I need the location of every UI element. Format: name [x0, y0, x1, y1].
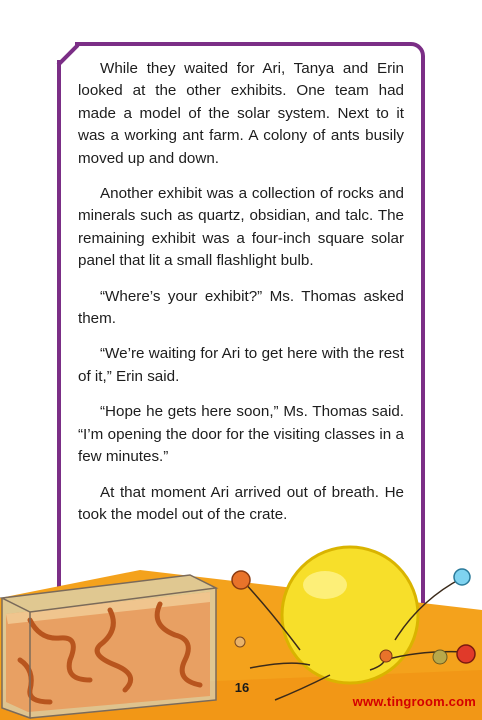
paragraph-1: While they waited for Ari, Tanya and Erin looked at the other exhibits. One team had made a model of the solar system. Next to it was a working ant farm. A colony of ants busily moved up and down.: [78, 60, 404, 167]
sun-model: [282, 547, 418, 683]
paragraph-3: “Where’s your exhibit?” Ms. Thomas asked them.: [78, 287, 404, 328]
watermark: www.tingroom.com: [352, 694, 476, 709]
ant-farm: [2, 575, 216, 718]
planet-olive: [433, 650, 447, 664]
planet-red: [457, 645, 475, 663]
page-number: 16: [234, 680, 250, 695]
paragraph-5: “Hope he gets here soon,” Ms. Thomas said. “I’m opening the door for the visiting classes in a few minutes.”: [78, 403, 404, 466]
paragraph-6: At that moment Ari arrived out of breath. He took the model out of the crate.: [78, 483, 404, 523]
planet-blue: [454, 569, 470, 585]
paragraph-4: “We’re waiting for Ari to get here with the rest of it,” Erin said.: [78, 345, 404, 385]
planet-small-tan: [235, 637, 245, 647]
planet-orange: [232, 571, 250, 589]
paragraph-2: Another exhibit was a collection of rocks and minerals such as quartz, obsidian, and talc. The remaining exhibit was a four-inch square solar panel that lit a small flashlight bulb.: [78, 185, 404, 270]
story-text: [78, 58, 404, 539]
planet-small-orange: [380, 650, 392, 662]
